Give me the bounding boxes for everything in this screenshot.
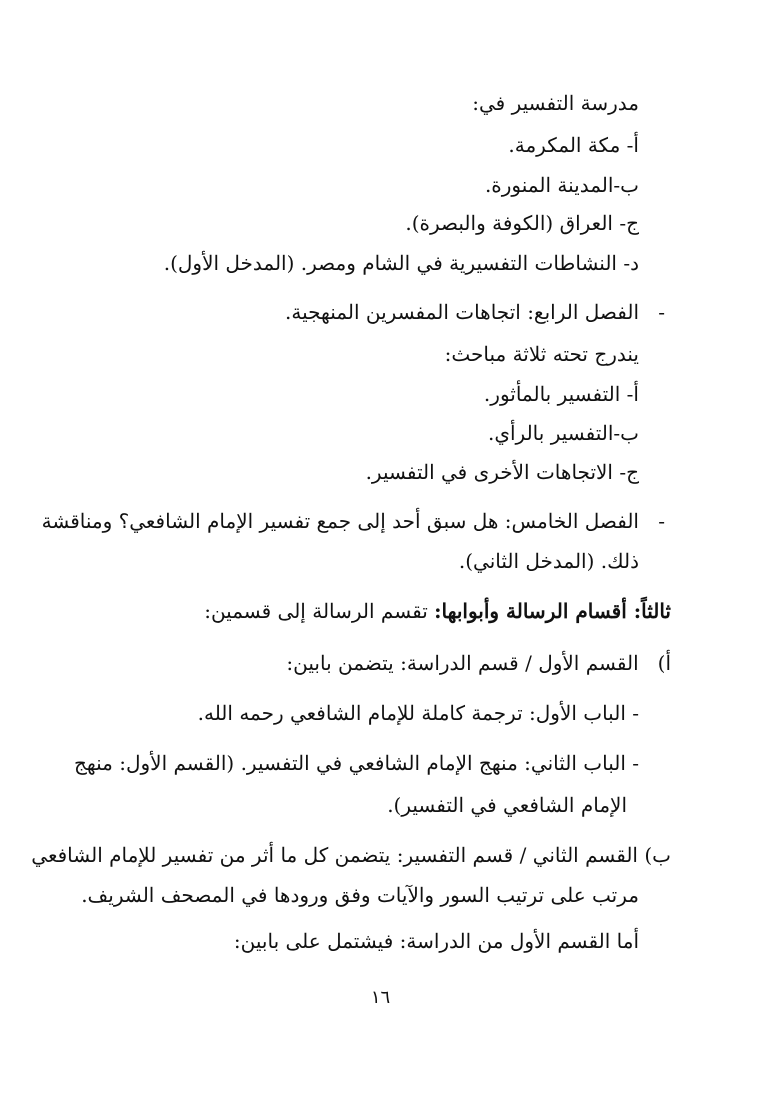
chapter5-line2: ذلك. (المدخل الثاني). [458, 549, 639, 573]
section3-label: ثالثاً: أقسام الرسالة وأبوابها: [434, 599, 671, 623]
page-number: ١٦ [370, 987, 391, 1008]
chapter4-item-ray: ب-التفسير بالرأي. [487, 421, 639, 445]
chapter5-dash: - [658, 509, 665, 533]
intro-item-iraq: ج- العراق (الكوفة والبصرة). [405, 211, 639, 235]
part2-marker: ب) [644, 843, 671, 867]
chapter4-item-other: ج- الاتجاهات الأخرى في التفسير. [365, 460, 639, 484]
part1-marker: أ) [657, 651, 671, 675]
chapter5-line1: الفصل الخامس: هل سبق أحد إلى جمع تفسير الإمام الشافعي؟ ومناقشة [41, 509, 639, 533]
section3-heading [204, 596, 671, 626]
chapter4-title: الفصل الرابع: اتجاهات المفسرين المنهجية. [285, 300, 639, 324]
closing-line: أما القسم الأول من الدراسة: فيشتمل على بابين: [233, 929, 639, 953]
intro-item-mecca: أ- مكة المكرمة. [508, 133, 639, 157]
intro-heading: مدرسة التفسير في: [472, 91, 639, 115]
part2-line2: مرتب على ترتيب السور والآيات وفق ورودها في المصحف الشريف. [81, 883, 639, 907]
part1-chapter1: - الباب الأول: ترجمة كاملة للإمام الشافعي رحمه الله. [197, 701, 639, 725]
intro-item-medina: ب-المدينة المنورة. [484, 173, 639, 197]
part1-chapter2-line2: الإمام الشافعي في التفسير). [387, 793, 627, 817]
chapter4-sub-intro: يندرج تحته ثلاثة مباحث: [444, 342, 639, 366]
part2-text-line1: القسم الثاني / قسم التفسير: يتضمن كل ما أثر من تفسير للإمام الشافعي [31, 843, 638, 867]
part2-line1 [31, 840, 671, 870]
section3-text: تقسم الرسالة إلى قسمين: [204, 599, 435, 623]
chapter4-item-mathur: أ- التفسير بالمأثور. [483, 382, 639, 406]
chapter4-dash: - [658, 300, 665, 324]
part1-line [286, 648, 671, 678]
intro-item-sham-egypt: د- النشاطات التفسيرية في الشام ومصر. (المدخل الأول). [163, 251, 639, 275]
part1-chapter2-line1: - الباب الثاني: منهج الإمام الشافعي في التفسير. (القسم الأول: منهج [74, 751, 639, 775]
part1-text: القسم الأول / قسم الدراسة: يتضمن بابين: [286, 651, 639, 675]
